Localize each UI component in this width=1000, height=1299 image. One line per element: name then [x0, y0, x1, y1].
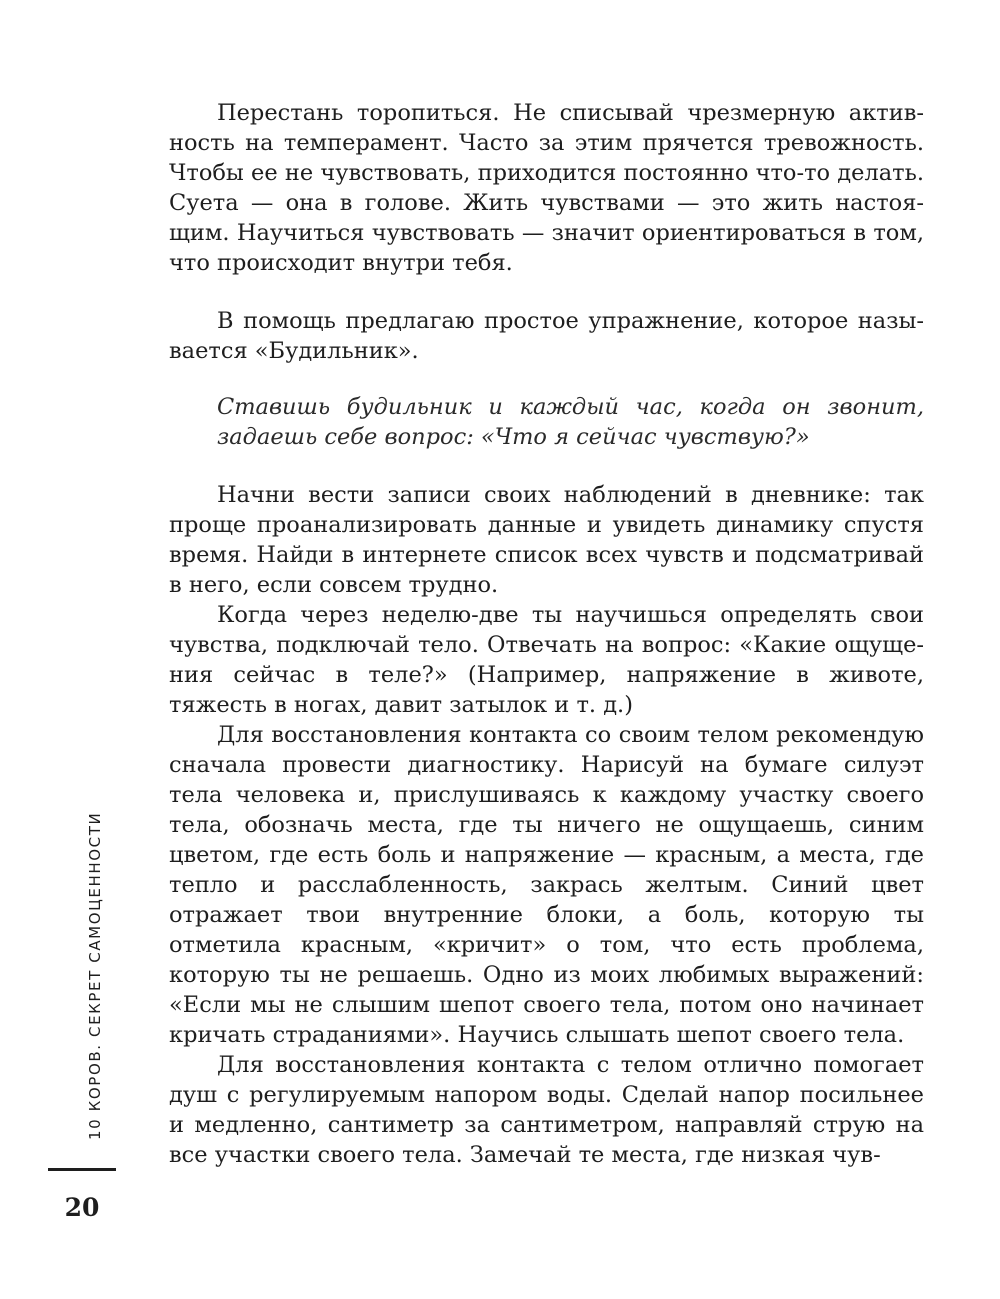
paragraph-intro: Перестань торопиться. Не списывай чрезмерную активность на темперамент. Часто за этим прячется тревожность. Чтобы ее не чувствовать, приходится постоянно что-то делать. Суета — она в голове. Жить чувствами — это жить настоящим. Научиться чувствовать — значит ориентироваться в том, что происходит внутри тебя. — [169, 100, 924, 276]
paragraph-diary: Начни вести записи своих наблюдений в дневнике: так проще проанализировать данные и увидеть динамику спустя время. Найди в интернете список всех чувств и подсматривай в него, если совсем трудно. — [169, 482, 924, 598]
page-number: 20 — [64, 1193, 100, 1222]
exercise-quote: Ставишь будильник и каждый час, когда он звонит, задаешь себе вопрос: «Что я сейчас чувствую?» — [217, 394, 924, 450]
page-number-rule — [48, 1168, 116, 1171]
paragraph-body-sensations: Когда через неделю-две ты научишься определять свои чувства, подключай тело. Отвечать на вопрос: «Какие ощущения сейчас в теле?» (Например, напряжение в животе, тяжесть в ногах, давит затылок и т. д.) — [169, 602, 924, 718]
paragraph-shower: Для восстановления контакта с телом отлично помогает душ с регулируемым напором воды. Сделай напор посильнее и медленно, сантиметр за сантиметром, направляй струю на все участки своего тела. Замечай те места, где низкая чув- — [169, 1052, 924, 1168]
paragraph-diagnostics: Для восстановления контакта со своим телом рекомендую сначала провести диагностику. Нарисуй на бумаге силуэт тела человека и, прислушиваясь к каждому участку своего тела, обозначь места, где ты ничего не ощущаешь, синим цветом, где есть боль и напряжение — красным, а места, где тепло и расслабленность, закрась желтым. Синий цвет отражает твои внутренние блоки, а боль, которую ты отметила красным, «кричит» о том, что есть проблема, которую ты не решаешь. Одно из моих любимых выражений: «Если мы не слышим шепот своего тела, потом оно начинает кричать страданиями». Научись слышать шепот своего тела. — [169, 722, 924, 1048]
paragraph-exercise-intro: В помощь предлагаю простое упражнение, которое называется «Будильник». — [169, 308, 924, 364]
page-body — [169, 98, 924, 1170]
running-head: 10 КОРОВ. СЕКРЕТ САМОЦЕННОСТИ — [86, 811, 104, 1140]
